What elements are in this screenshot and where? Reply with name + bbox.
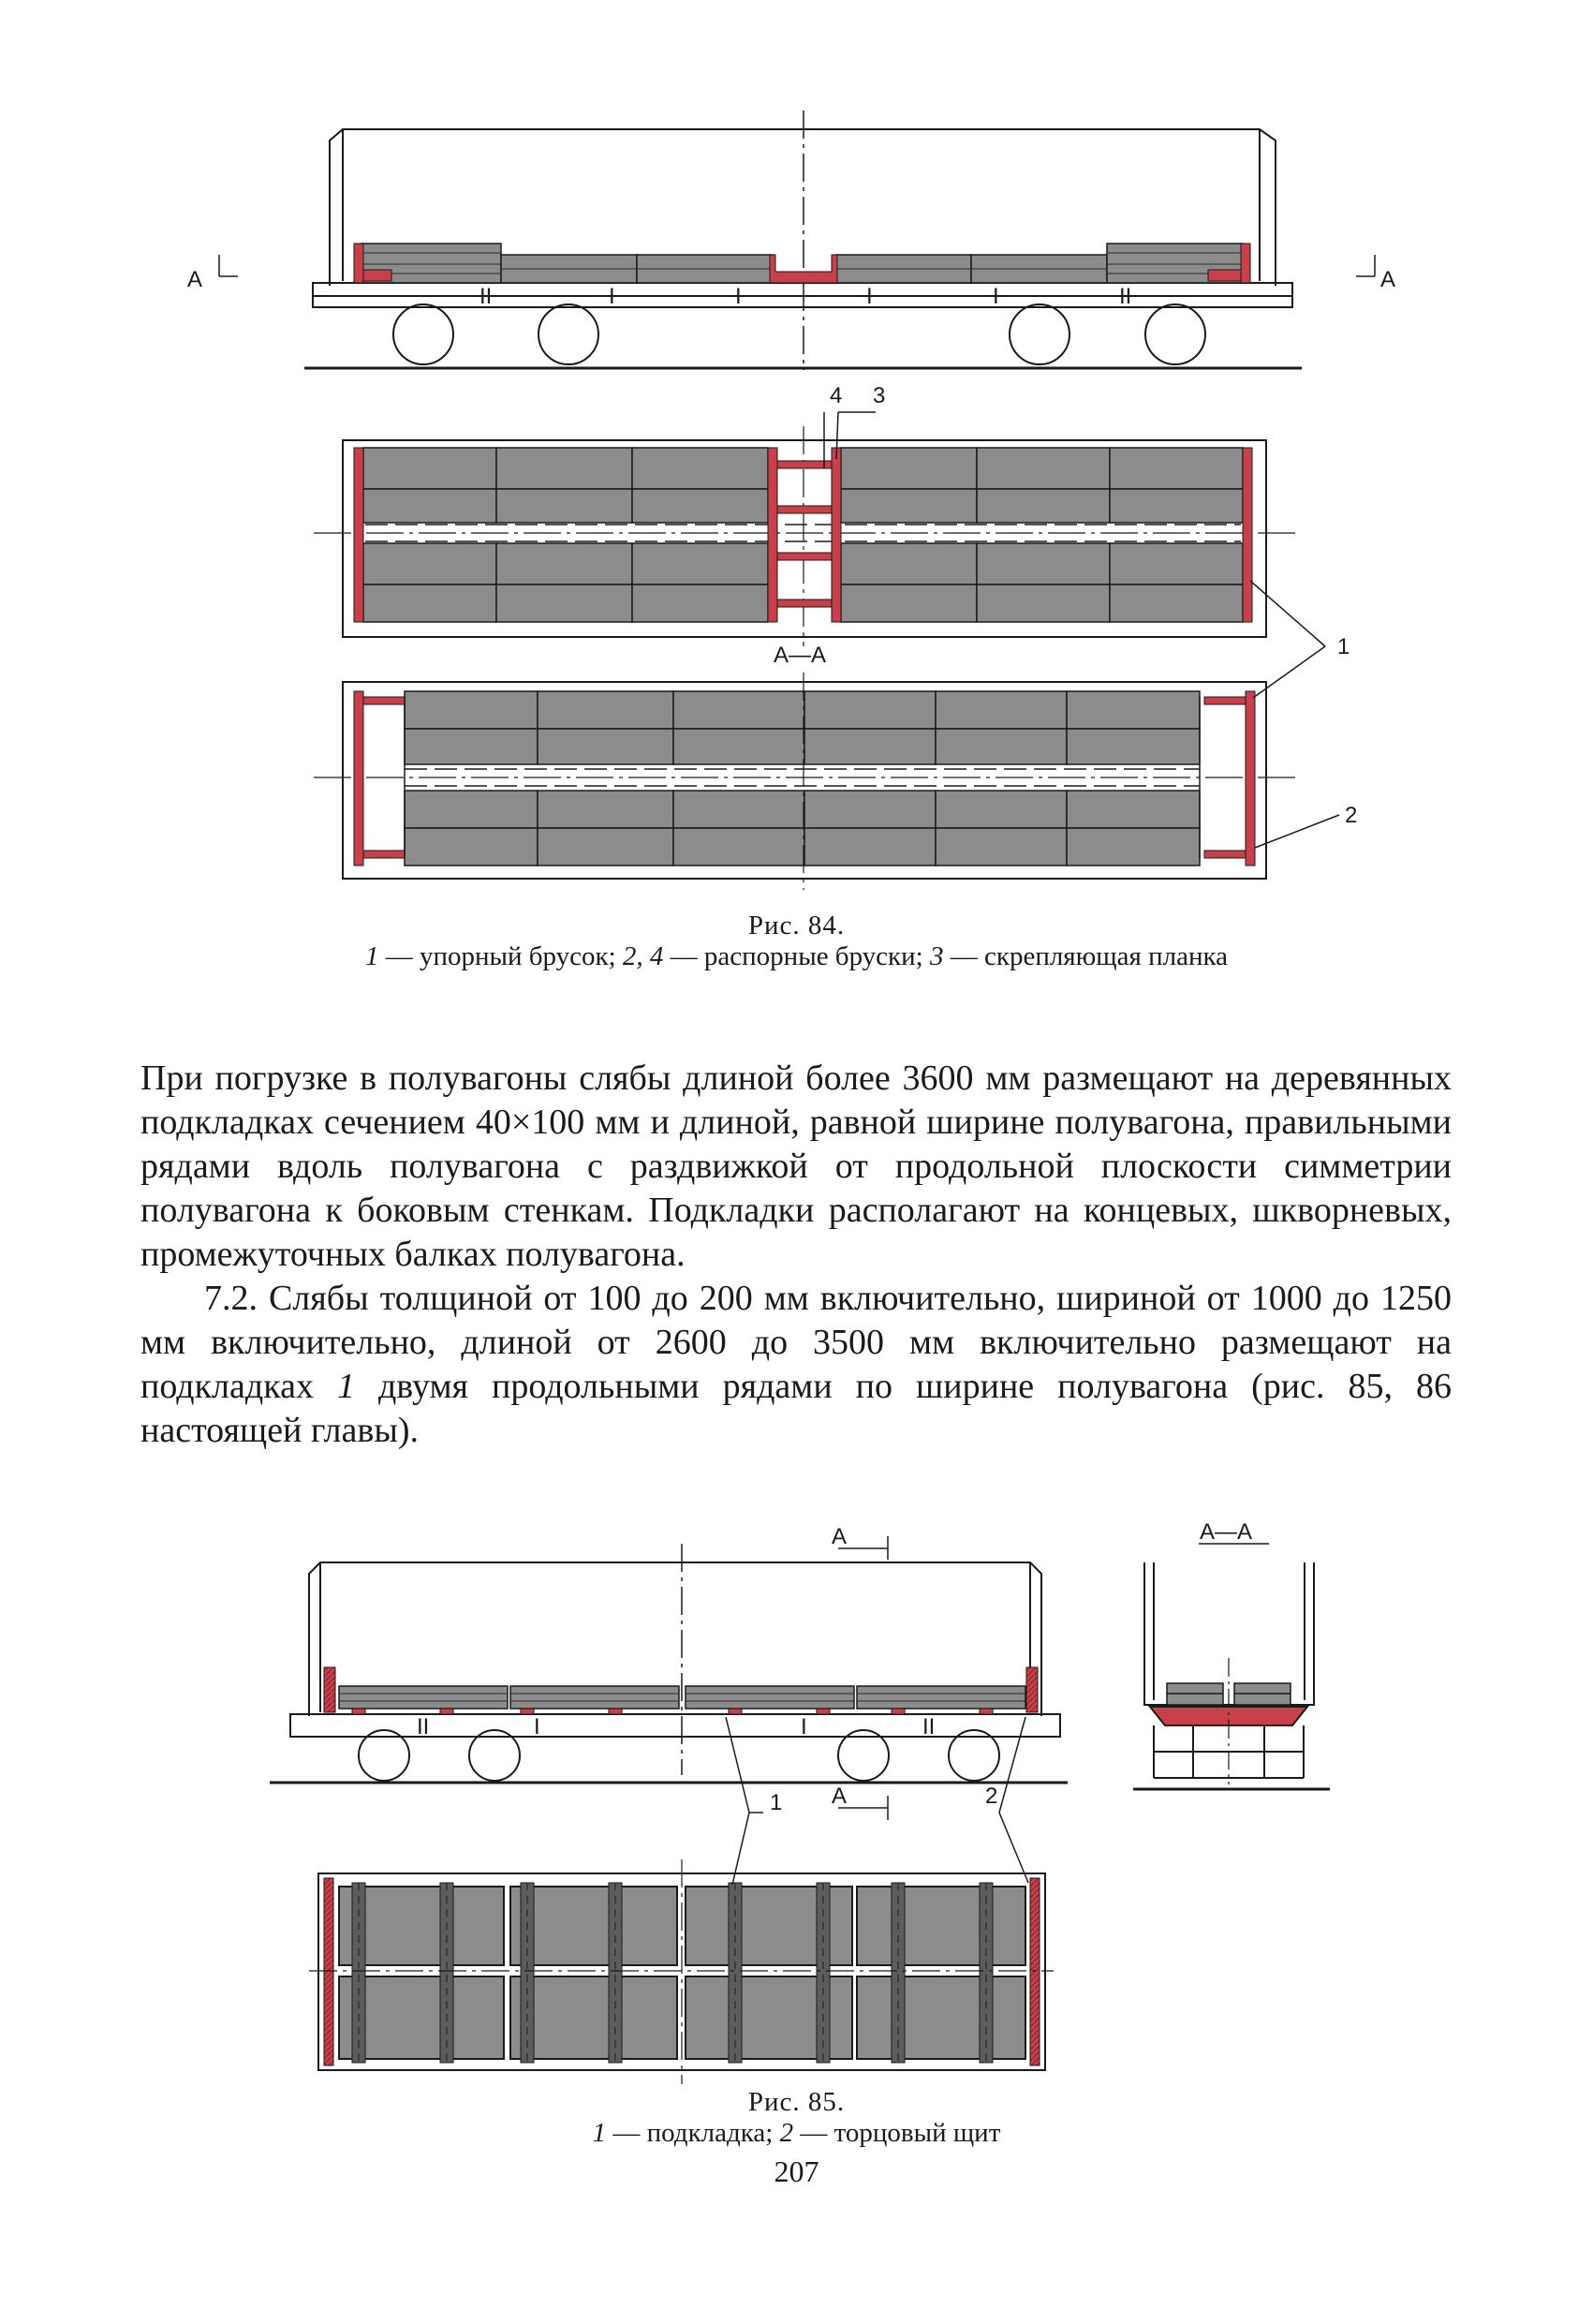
page-number: 207 (774, 2154, 819, 2188)
legend-number: 3 (929, 941, 944, 971)
callout-3: 3 (873, 383, 886, 408)
figure-84-title: Рис. 84. (747, 910, 846, 940)
support-mark: I (534, 1714, 540, 1739)
support-mark: I (735, 284, 742, 309)
support-mark: I (801, 1714, 807, 1739)
figure-85-text-labels (417, 1519, 1252, 1815)
section-title: A—A (774, 643, 827, 668)
figure-85-legend (0, 2118, 1593, 2149)
figure-85-title: Рис. 85. (747, 2087, 846, 2117)
legend-number: 2, 4 (622, 941, 664, 971)
legend-text: — распорные бруски; (663, 941, 930, 971)
support-mark: II (479, 284, 493, 309)
figure-85-side-view (270, 1544, 1068, 1783)
support-mark: I (609, 284, 615, 309)
legend-number: 2 (779, 2118, 794, 2148)
paragraph-2-ref: 1 (336, 1367, 355, 1406)
figure-85-end-section (1133, 1544, 1330, 1789)
paragraph-2-end: двумя продольными рядами по ширине полувагона (рис. 85, 86 настоящей главы). (140, 1367, 1452, 1450)
section-mark-top: A (832, 1524, 848, 1549)
paragraph-1: При погрузке в полувагоны слябы длиной более 3600 мм размещают на деревянных подкладках сечением 40×100 мм и длиной, равной ширине полувагона, правильными рядами вдоль полувагона с раздвижкой от продольной плоскости симметрии полувагона к боковым стенкам. Подкладки располагают на концевых, шкворневых, промежуточных балках полувагона. (140, 1058, 1452, 1274)
legend-text: — упорный брусок; (378, 941, 623, 971)
figure-84-side-slabs (354, 244, 1250, 283)
section-mark-left: A (187, 267, 203, 292)
section-mark-bottom: A (832, 1784, 848, 1809)
callout-2: 2 (1345, 803, 1358, 828)
paragraph-2 (140, 1277, 1452, 1453)
legend-text: — скрепляющая планка (943, 941, 1229, 971)
support-mark: I (993, 284, 999, 309)
figure-84-legend (0, 941, 1593, 972)
legend-number: 1 (592, 2118, 607, 2148)
callout-1: 1 (1337, 634, 1350, 659)
support-mark: II (922, 1714, 936, 1739)
callout-2: 2 (985, 1784, 998, 1809)
callout-4: 4 (830, 383, 843, 408)
section-mark-right: A (1380, 267, 1396, 292)
paragraph-2-start: 7.2. Слябы толщиной от 100 до 200 мм включительно, шириной от 1000 до 1250 мм включительно, длиной от 2600 до 3500 мм включительно размещают на подкладках (140, 1279, 1452, 1406)
callout-1: 1 (770, 1790, 783, 1815)
figure-85-caption (0, 2087, 1593, 2149)
legend-text: — торцовый щит (793, 2118, 1001, 2148)
body-text (140, 1057, 1452, 1453)
legend-text: — подкладка; (606, 2118, 780, 2148)
support-mark: I (866, 284, 873, 309)
support-mark: II (417, 1714, 430, 1739)
support-mark: II (1119, 284, 1132, 309)
section-title: A—A (1200, 1519, 1253, 1545)
figure-84-side-view (304, 111, 1302, 370)
figure-84-caption (0, 910, 1593, 972)
figure-84-section-plan (314, 673, 1297, 890)
figure-85-side-slabs (324, 1667, 1038, 1714)
figure-84-plan-view (314, 426, 1297, 646)
legend-number: 1 (364, 941, 379, 971)
figure-85-plan-view (309, 1859, 1054, 2084)
